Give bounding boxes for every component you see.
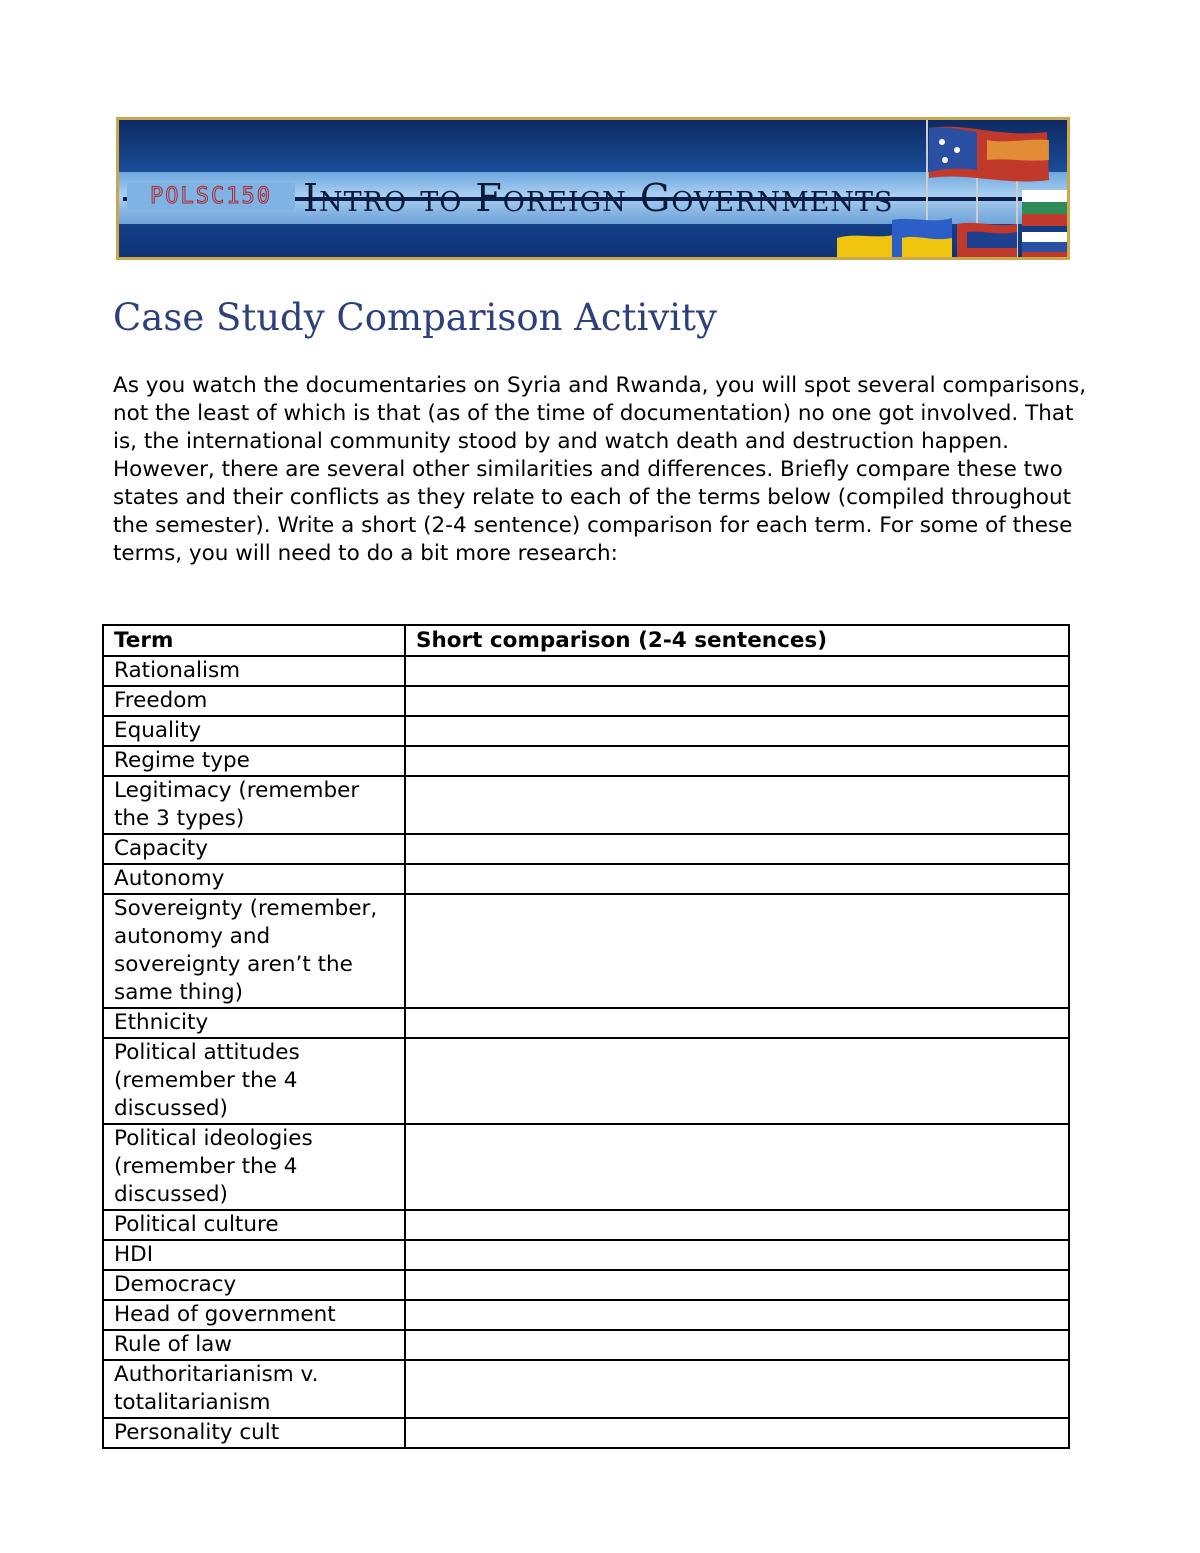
table-row (103, 1124, 1069, 1210)
table-row (103, 1038, 1069, 1124)
comparison-cell[interactable] (405, 716, 1069, 746)
comparison-cell[interactable] (405, 1360, 1069, 1418)
table-row (103, 834, 1069, 864)
term-cell: Political culture (103, 1210, 405, 1240)
comparison-cell[interactable] (405, 1330, 1069, 1360)
course-banner (116, 117, 1070, 260)
term-cell: Capacity (103, 834, 405, 864)
term-cell: Autonomy (103, 864, 405, 894)
comparison-cell[interactable] (405, 1418, 1069, 1448)
table-row (103, 746, 1069, 776)
comparison-cell[interactable] (405, 1124, 1069, 1210)
term-cell: HDI (103, 1240, 405, 1270)
table-row (103, 1300, 1069, 1330)
term-cell: Political attitudes (remember the 4 discussed) (103, 1038, 405, 1124)
comparison-cell[interactable] (405, 894, 1069, 1008)
table-row (103, 864, 1069, 894)
term-cell: Equality (103, 716, 405, 746)
term-cell: Freedom (103, 686, 405, 716)
term-cell: Personality cult (103, 1418, 405, 1448)
comparison-cell[interactable] (405, 746, 1069, 776)
term-cell: Political ideologies (remember the 4 discussed) (103, 1124, 405, 1210)
comparison-cell[interactable] (405, 1270, 1069, 1300)
comparison-cell[interactable] (405, 1300, 1069, 1330)
term-cell: Rationalism (103, 656, 405, 686)
term-cell: Ethnicity (103, 1008, 405, 1038)
flags-image (817, 120, 1067, 260)
course-code: POLSC150 (127, 183, 295, 210)
comparison-cell[interactable] (405, 1038, 1069, 1124)
table-row (103, 686, 1069, 716)
table-row (103, 1210, 1069, 1240)
comparison-cell[interactable] (405, 776, 1069, 834)
comparison-cell[interactable] (405, 1008, 1069, 1038)
table-row (103, 1270, 1069, 1300)
comparison-cell[interactable] (405, 656, 1069, 686)
term-cell: Head of government (103, 1300, 405, 1330)
comparison-cell[interactable] (405, 686, 1069, 716)
table-row (103, 894, 1069, 1008)
comparison-table (102, 624, 1070, 1449)
comparison-cell[interactable] (405, 864, 1069, 894)
table-row (103, 656, 1069, 686)
term-cell: Legitimacy (remember the 3 types) (103, 776, 405, 834)
term-cell: Regime type (103, 746, 405, 776)
comparison-cell[interactable] (405, 834, 1069, 864)
table-row (103, 776, 1069, 834)
table-row (103, 1330, 1069, 1360)
page-title: Case Study Comparison Activity (113, 296, 717, 339)
table-row (103, 716, 1069, 746)
comparison-cell[interactable] (405, 1210, 1069, 1240)
table-row (103, 1240, 1069, 1270)
comparison-cell[interactable] (405, 1240, 1069, 1270)
term-cell: Authoritarianism v. totalitarianism (103, 1360, 405, 1418)
header-comparison: Short comparison (2-4 sentences) (405, 625, 1069, 656)
header-term: Term (103, 625, 405, 656)
table-row (103, 1008, 1069, 1038)
term-cell: Democracy (103, 1270, 405, 1300)
table-row (103, 1360, 1069, 1418)
banner-title: Intro to Foreign Governments (303, 176, 894, 220)
table-header-row (103, 625, 1069, 656)
intro-paragraph: As you watch the documentaries on Syria and Rwanda, you will spot several comparisons, not the least of which is that (as of the time of documentation) no one got involved. That is, the international community stood by and watch death and destruction happen. However, there are several other similarities and differences. Briefly compare these two states and their conflicts as they relate to each of the terms below (compiled throughout the semester). Write a short (2-4 sentence) comparison for each term. For some of these terms, you will need to do a bit more research: (113, 373, 1087, 566)
term-cell: Rule of law (103, 1330, 405, 1360)
term-cell: Sovereignty (remember, autonomy and sovereignty aren’t the same thing) (103, 894, 405, 1008)
table-row (103, 1418, 1069, 1448)
